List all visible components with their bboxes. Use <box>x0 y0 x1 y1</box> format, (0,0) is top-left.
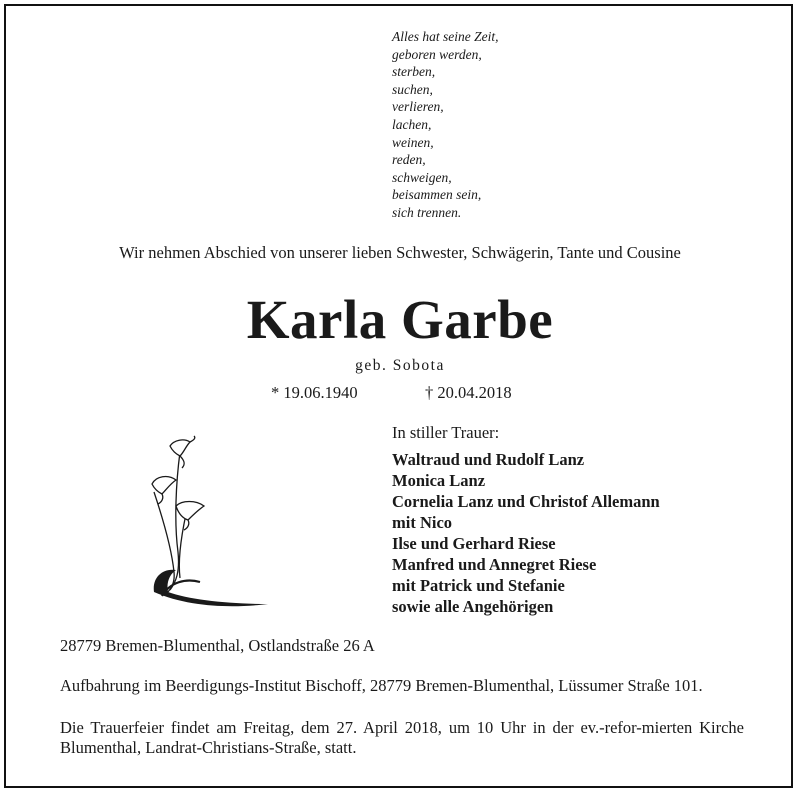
mourner-entry: mit Patrick und Stefanie <box>392 576 565 595</box>
mourner-entry: Manfred und Annegret Riese <box>392 555 597 574</box>
calla-lily-icon <box>140 432 275 610</box>
deceased-name: Karla Garbe <box>246 289 554 350</box>
poem-line: suchen, <box>392 81 433 97</box>
viewing-note: Aufbahrung im Beerdigungs-Institut Bischoff, 28779 Bremen-Blumenthal, Lüssumer Straße 101. <box>60 676 703 695</box>
poem-line: Alles hat seine Zeit, <box>392 29 499 44</box>
poem-line: sterben, <box>392 64 436 80</box>
poem-line: verlieren, <box>392 99 444 115</box>
poem <box>392 28 498 222</box>
poem-line: weinen, <box>392 134 434 150</box>
poem-line: sich trennen. <box>392 204 462 220</box>
mourners-list <box>392 449 660 617</box>
death-date: † 20.04.2018 <box>425 383 512 402</box>
mourner-entry: sowie alle Angehörigen <box>392 597 554 616</box>
poem-line: lachen, <box>392 116 432 132</box>
poem-line: schweigen, <box>392 169 452 185</box>
mourner-entry: Ilse und Gerhard Riese <box>392 534 556 553</box>
poem-line: reden, <box>392 152 426 168</box>
funeral-note: Die Trauerfeier findet am Freitag, dem 27. April 2018, um 10 Uhr in der ev.-refor-mierten Kirche Blumenthal, Landrat-Christians-Straße, statt. <box>60 718 744 757</box>
intro-text: Wir nehmen Abschied von unserer lieben Schwester, Schwägerin, Tante und Cousine <box>119 243 681 262</box>
mourner-entry: Cornelia Lanz und Christof Allemann <box>392 492 660 511</box>
mourner-entry: Waltraud und Rudolf Lanz <box>392 450 585 469</box>
family-address: 28779 Bremen-Blumenthal, Ostlandstraße 26 A <box>60 636 375 655</box>
birth-name: geb. Sobota <box>355 357 445 374</box>
mourner-entry: Monica Lanz <box>392 471 486 490</box>
mourner-entry: mit Nico <box>392 513 453 532</box>
poem-line: beisammen sein, <box>392 187 482 203</box>
poem-line: geboren werden, <box>392 46 482 62</box>
birth-date: * 19.06.1940 <box>271 383 358 402</box>
mourning-title: In stiller Trauer: <box>392 423 500 442</box>
